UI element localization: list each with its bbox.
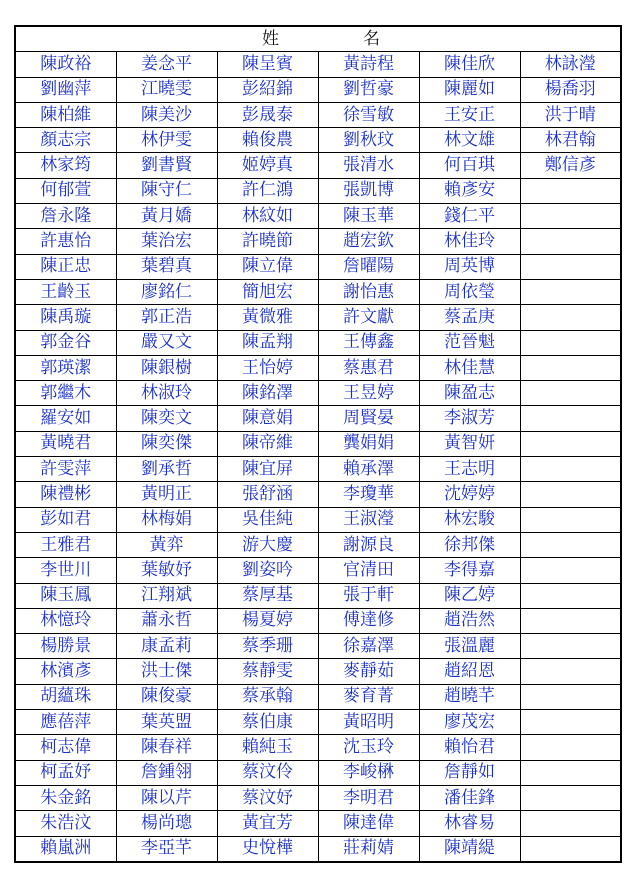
name-cell: 楊勝景 (15, 634, 116, 659)
empty-cell (520, 178, 621, 203)
name-cell: 黃微雅 (217, 305, 318, 330)
name-cell: 楊尚璁 (116, 811, 217, 836)
name-cell: 應蓓萍 (15, 710, 116, 735)
name-cell: 林君翰 (520, 128, 621, 153)
name-cell: 廖茂宏 (419, 710, 520, 735)
name-cell: 莊莉婧 (318, 836, 419, 862)
name-cell: 胡蘊珠 (15, 684, 116, 709)
name-cell: 賴俊農 (217, 128, 318, 153)
name-cell: 林梅娟 (116, 507, 217, 532)
header-surname-label: 姓 (262, 28, 279, 49)
name-cell: 史悅樺 (217, 836, 318, 862)
empty-cell (520, 507, 621, 532)
empty-cell (520, 710, 621, 735)
name-cell: 陳佳欣 (419, 52, 520, 77)
name-cell: 李世川 (15, 558, 116, 583)
table-row (15, 153, 621, 178)
name-cell: 陳盈志 (419, 381, 520, 406)
name-cell: 江曉雯 (116, 77, 217, 102)
name-cell: 黃弈 (116, 532, 217, 557)
name-cell: 傅達修 (318, 608, 419, 633)
table-row (15, 305, 621, 330)
name-cell: 陳美沙 (116, 102, 217, 127)
name-cell: 羅安如 (15, 406, 116, 431)
empty-cell (520, 659, 621, 684)
name-cell: 陳俊豪 (116, 684, 217, 709)
name-cell: 葉碧真 (116, 254, 217, 279)
name-cell: 何郁萱 (15, 178, 116, 203)
empty-cell (520, 558, 621, 583)
name-cell: 王淑瀅 (318, 507, 419, 532)
name-cell: 黃智妍 (419, 431, 520, 456)
empty-cell (520, 431, 621, 456)
name-cell: 姜念平 (116, 52, 217, 77)
name-cell: 洪士傑 (116, 659, 217, 684)
name-cell: 林宏駿 (419, 507, 520, 532)
name-cell: 周英博 (419, 254, 520, 279)
name-cell: 陳意娟 (217, 406, 318, 431)
empty-cell (520, 381, 621, 406)
table-row (15, 634, 621, 659)
name-cell: 王雅君 (15, 532, 116, 557)
name-cell: 陳以芹 (116, 785, 217, 810)
name-cell: 蔡孟庚 (419, 305, 520, 330)
name-cell: 郭繼木 (15, 381, 116, 406)
table-row (15, 583, 621, 608)
name-cell: 李明君 (318, 785, 419, 810)
table-row (15, 608, 621, 633)
name-cell: 朱浩汶 (15, 811, 116, 836)
name-table (14, 25, 622, 863)
name-cell: 龔娟娟 (318, 431, 419, 456)
name-cell: 陳守仁 (116, 178, 217, 203)
name-cell: 徐嘉澤 (318, 634, 419, 659)
name-cell: 李亞芊 (116, 836, 217, 862)
empty-cell (520, 785, 621, 810)
table-row (15, 457, 621, 482)
name-cell: 賴純玉 (217, 735, 318, 760)
name-cell: 周依瑩 (419, 279, 520, 304)
name-cell: 許惠怡 (15, 229, 116, 254)
name-cell: 何百琪 (419, 153, 520, 178)
name-cell: 蔡季珊 (217, 634, 318, 659)
name-cell: 柯志偉 (15, 735, 116, 760)
name-cell: 陳正忠 (15, 254, 116, 279)
name-cell: 賴彥安 (419, 178, 520, 203)
name-cell: 林佳慧 (419, 355, 520, 380)
name-cell: 黃明正 (116, 482, 217, 507)
header-given-name-label: 名 (363, 28, 380, 49)
name-cell: 蔡靜雯 (217, 659, 318, 684)
name-cell: 王怡婷 (217, 355, 318, 380)
name-cell: 蔡承翰 (217, 684, 318, 709)
table-row (15, 178, 621, 203)
name-cell: 黃宜芳 (217, 811, 318, 836)
name-cell: 謝源良 (318, 532, 419, 557)
empty-cell (520, 836, 621, 862)
name-cell: 陳玉鳳 (15, 583, 116, 608)
table-row (15, 254, 621, 279)
name-cell: 郭金谷 (15, 330, 116, 355)
name-cell: 范晉魁 (419, 330, 520, 355)
table-row (15, 684, 621, 709)
name-cell: 葉治宏 (116, 229, 217, 254)
table-row (15, 355, 621, 380)
table-row (15, 811, 621, 836)
table-row (15, 102, 621, 127)
name-cell: 林佳玲 (419, 229, 520, 254)
table-row (15, 52, 621, 77)
name-cell: 游大慶 (217, 532, 318, 557)
name-cell: 蕭永哲 (116, 608, 217, 633)
table-row (15, 836, 621, 862)
name-cell: 康孟莉 (116, 634, 217, 659)
name-cell: 許仁鴻 (217, 178, 318, 203)
name-cell: 王昱婷 (318, 381, 419, 406)
name-cell: 李淑芳 (419, 406, 520, 431)
name-cell: 張凱博 (318, 178, 419, 203)
name-cell: 張清水 (318, 153, 419, 178)
table-row (15, 507, 621, 532)
name-cell: 陳玉華 (318, 204, 419, 229)
name-cell: 劉哲豪 (318, 77, 419, 102)
name-cell: 張舒涵 (217, 482, 318, 507)
empty-cell (520, 204, 621, 229)
name-cell: 麥靜茹 (318, 659, 419, 684)
name-cell: 劉秋玟 (318, 128, 419, 153)
name-cell: 葉敏妤 (116, 558, 217, 583)
empty-cell (520, 279, 621, 304)
name-cell: 蔡汶妤 (217, 785, 318, 810)
name-cell: 趙浩然 (419, 608, 520, 633)
name-cell: 許雯萍 (15, 457, 116, 482)
empty-cell (520, 457, 621, 482)
name-cell: 周賢晏 (318, 406, 419, 431)
table-row (15, 406, 621, 431)
name-cell: 李得嘉 (419, 558, 520, 583)
name-cell: 朱金銘 (15, 785, 116, 810)
name-cell: 蔡伯康 (217, 710, 318, 735)
table-row (15, 558, 621, 583)
name-cell: 詹永隆 (15, 204, 116, 229)
name-cell: 詹靜如 (419, 760, 520, 785)
name-cell: 林紋如 (217, 204, 318, 229)
name-cell: 陳禹璇 (15, 305, 116, 330)
name-cell: 張于軒 (318, 583, 419, 608)
name-cell: 陳麗如 (419, 77, 520, 102)
name-cell: 賴怡君 (419, 735, 520, 760)
name-cell: 劉承哲 (116, 457, 217, 482)
name-cell: 陳奕傑 (116, 431, 217, 456)
table-row (15, 785, 621, 810)
name-cell: 陳銘澤 (217, 381, 318, 406)
name-cell: 李瓊華 (318, 482, 419, 507)
name-cell: 麥育菁 (318, 684, 419, 709)
name-cell: 王傳鑫 (318, 330, 419, 355)
name-cell: 林家筠 (15, 153, 116, 178)
name-cell: 陳乙婷 (419, 583, 520, 608)
name-cell: 林淑玲 (116, 381, 217, 406)
name-cell: 彭紹錦 (217, 77, 318, 102)
name-cell: 陳達偉 (318, 811, 419, 836)
name-cell: 郭正浩 (116, 305, 217, 330)
empty-cell (520, 482, 621, 507)
name-cell: 劉姿吟 (217, 558, 318, 583)
name-cell: 李峻楙 (318, 760, 419, 785)
name-cell: 林濱彥 (15, 659, 116, 684)
name-cell: 洪于晴 (520, 102, 621, 127)
name-cell: 許曉節 (217, 229, 318, 254)
table-row (15, 279, 621, 304)
name-table-body (15, 26, 621, 862)
table-row (15, 532, 621, 557)
name-cell: 彭如君 (15, 507, 116, 532)
empty-cell (520, 608, 621, 633)
empty-cell (520, 355, 621, 380)
name-cell: 葉英盟 (116, 710, 217, 735)
name-cell: 王志明 (419, 457, 520, 482)
name-cell: 黃詩程 (318, 52, 419, 77)
name-cell: 官清田 (318, 558, 419, 583)
name-cell: 廖銘仁 (116, 279, 217, 304)
name-cell: 江翔斌 (116, 583, 217, 608)
name-cell: 郭瑛潔 (15, 355, 116, 380)
name-cell: 張溫麗 (419, 634, 520, 659)
empty-cell (520, 583, 621, 608)
name-cell: 劉幽萍 (15, 77, 116, 102)
empty-cell (520, 305, 621, 330)
empty-cell (520, 634, 621, 659)
empty-cell (520, 330, 621, 355)
name-cell: 陳銀樹 (116, 355, 217, 380)
name-cell: 沈婷婷 (419, 482, 520, 507)
table-row (15, 760, 621, 785)
name-cell: 陳靖緹 (419, 836, 520, 862)
empty-cell (520, 684, 621, 709)
name-cell: 林文雄 (419, 128, 520, 153)
name-cell: 王齡玉 (15, 279, 116, 304)
table-row (15, 431, 621, 456)
name-cell: 吳佳純 (217, 507, 318, 532)
name-cell: 顏志宗 (15, 128, 116, 153)
name-cell: 彭晟泰 (217, 102, 318, 127)
name-cell: 趙宏欽 (318, 229, 419, 254)
name-cell: 陳立偉 (217, 254, 318, 279)
name-cell: 林詠瀅 (520, 52, 621, 77)
name-cell: 陳孟翔 (217, 330, 318, 355)
empty-cell (520, 811, 621, 836)
header-cell (15, 26, 621, 52)
name-cell: 簡旭宏 (217, 279, 318, 304)
name-cell: 林睿易 (419, 811, 520, 836)
name-cell: 劉書賢 (116, 153, 217, 178)
name-cell: 陳禮彬 (15, 482, 116, 507)
name-cell: 詹鍾翎 (116, 760, 217, 785)
name-cell: 謝怡惠 (318, 279, 419, 304)
empty-cell (520, 229, 621, 254)
name-cell: 詹曜陽 (318, 254, 419, 279)
table-row (15, 659, 621, 684)
table-row (15, 735, 621, 760)
name-cell: 賴承澤 (318, 457, 419, 482)
name-cell: 陳政裕 (15, 52, 116, 77)
empty-cell (520, 254, 621, 279)
name-cell: 黃月嬌 (116, 204, 217, 229)
empty-cell (520, 406, 621, 431)
empty-cell (520, 760, 621, 785)
name-cell: 徐邦傑 (419, 532, 520, 557)
name-cell: 許文獻 (318, 305, 419, 330)
name-cell: 陳春祥 (116, 735, 217, 760)
name-cell: 賴嵐洲 (15, 836, 116, 862)
table-row (15, 482, 621, 507)
table-row (15, 77, 621, 102)
name-cell: 蔡惠君 (318, 355, 419, 380)
name-cell: 黃昭明 (318, 710, 419, 735)
empty-cell (520, 532, 621, 557)
name-cell: 楊夏婷 (217, 608, 318, 633)
name-cell: 姬婷真 (217, 153, 318, 178)
name-cell: 黃曉君 (15, 431, 116, 456)
name-cell: 陳呈賓 (217, 52, 318, 77)
name-cell: 林伊雯 (116, 128, 217, 153)
name-cell: 王安正 (419, 102, 520, 127)
name-cell: 陳奕文 (116, 406, 217, 431)
table-row (15, 204, 621, 229)
table-row (15, 229, 621, 254)
header-row (15, 26, 621, 52)
table-row (15, 381, 621, 406)
name-cell: 蔡厚基 (217, 583, 318, 608)
table-row (15, 128, 621, 153)
name-cell: 錢仁平 (419, 204, 520, 229)
name-cell: 趙曉芊 (419, 684, 520, 709)
name-cell: 陳帝維 (217, 431, 318, 456)
name-cell: 嚴又文 (116, 330, 217, 355)
name-cell: 陳柏維 (15, 102, 116, 127)
name-cell: 楊喬羽 (520, 77, 621, 102)
table-row (15, 330, 621, 355)
name-cell: 林憶玲 (15, 608, 116, 633)
name-cell: 徐雪敏 (318, 102, 419, 127)
name-cell: 趙紹恩 (419, 659, 520, 684)
name-cell: 沈玉玲 (318, 735, 419, 760)
table-row (15, 710, 621, 735)
name-cell: 蔡汶伶 (217, 760, 318, 785)
name-cell: 陳宜屏 (217, 457, 318, 482)
name-cell: 潘佳鋒 (419, 785, 520, 810)
name-cell: 鄭信彥 (520, 153, 621, 178)
empty-cell (520, 735, 621, 760)
name-cell: 柯孟妤 (15, 760, 116, 785)
